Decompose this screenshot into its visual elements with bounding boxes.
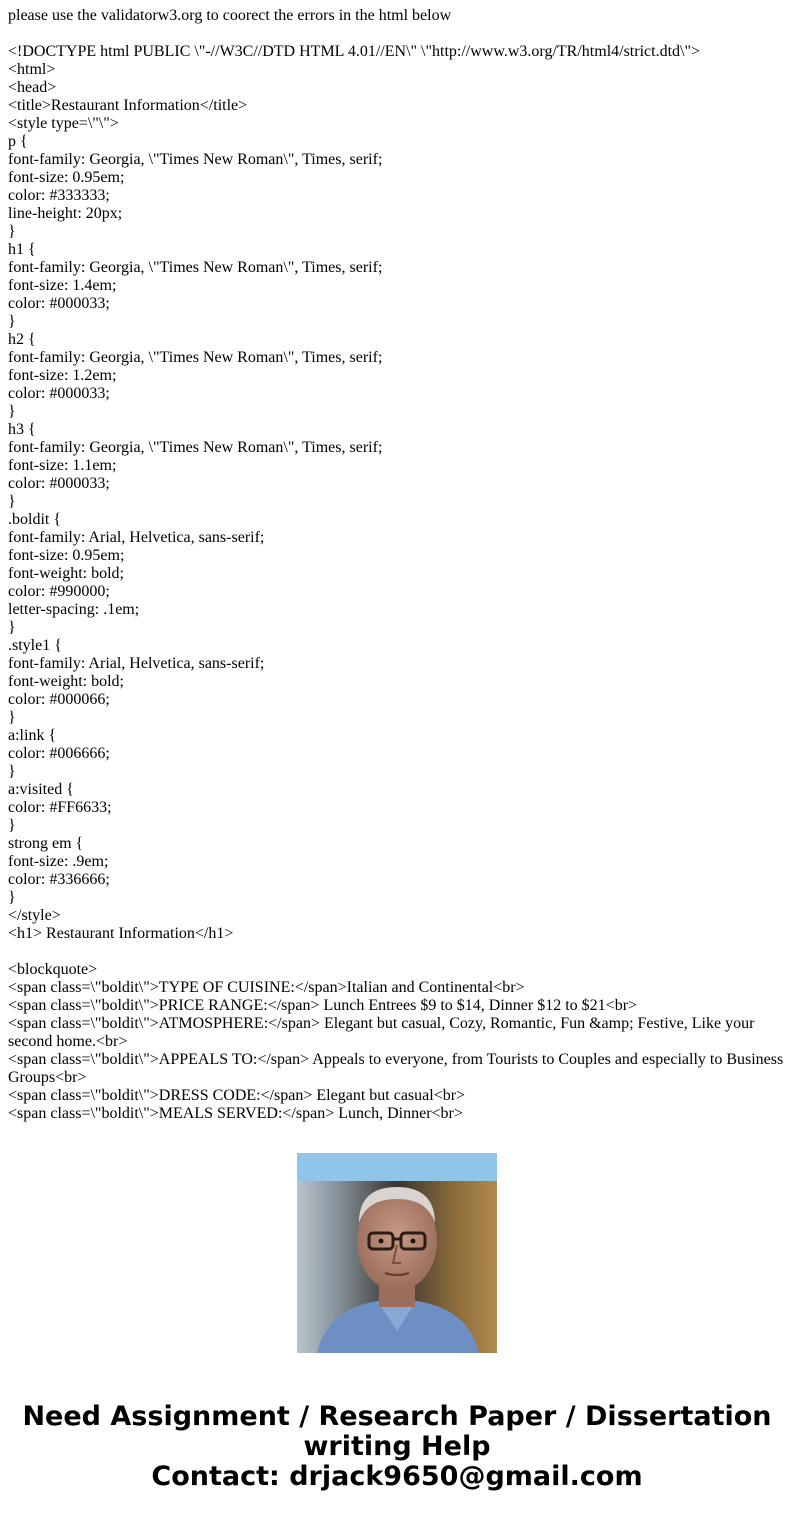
code-line: font-size: 0.95em; (8, 169, 125, 186)
code-line: font-size: .9em; (8, 853, 109, 870)
code-line: } (8, 619, 16, 636)
code-line: color: #000033; (8, 295, 110, 312)
code-line: font-family: Arial, Helvetica, sans-serif; (8, 529, 265, 546)
code-line: font-size: 1.1em; (8, 457, 117, 474)
code-line: h2 { (8, 331, 36, 348)
code-line: line-height: 20px; (8, 205, 123, 222)
code-line: h3 { (8, 421, 36, 438)
code-line: <style type=\"\"> (8, 115, 119, 132)
html-code-block-blockquote (8, 961, 786, 1123)
code-line: <span class=\"boldit\">APPEALS TO:</span> Appeals to everyone, from Tourists to Couples and especially to Business Groups<br> (8, 1051, 788, 1086)
code-line: <span class=\"boldit\">DRESS CODE:</span> Elegant but casual<br> (8, 1087, 466, 1104)
code-line: color: #006666; (8, 745, 110, 762)
code-line: <blockquote> (8, 961, 98, 978)
code-line: <title>Restaurant Information</title> (8, 97, 248, 114)
code-line: .boldit { (8, 511, 62, 528)
code-line: p { (8, 133, 28, 150)
code-line: color: #336666; (8, 871, 110, 888)
question-document (8, 7, 786, 1121)
code-line: <html> (8, 61, 56, 78)
paragraph-gap (8, 943, 786, 961)
code-line: font-family: Georgia, \"Times New Roman\", Times, serif; (8, 259, 383, 276)
code-line: font-weight: bold; (8, 565, 124, 582)
author-avatar (297, 1153, 497, 1353)
author-photo (297, 1153, 497, 1353)
code-line: <span class=\"boldit\">PRICE RANGE:</span> Lunch Entrees $9 to $14, Dinner $12 to $21<br> (8, 997, 638, 1014)
code-line: font-size: 1.2em; (8, 367, 117, 384)
code-line: font-family: Georgia, \"Times New Roman\", Times, serif; (8, 439, 383, 456)
code-line: font-size: 1.4em; (8, 277, 117, 294)
promo-line-2: writing Help (303, 1431, 491, 1462)
code-line: } (8, 763, 16, 780)
code-line: color: #333333; (8, 187, 110, 204)
code-line: <h1> Restaurant Information</h1> (8, 925, 234, 942)
code-line: } (8, 403, 16, 420)
promo-contact: Contact: drjack9650@gmail.com (151, 1461, 643, 1492)
code-line: } (8, 493, 16, 510)
code-line: font-weight: bold; (8, 673, 124, 690)
code-line: } (8, 313, 16, 330)
code-line: color: #000033; (8, 475, 110, 492)
code-line: font-family: Georgia, \"Times New Roman\", Times, serif; (8, 349, 383, 366)
code-line: } (8, 817, 16, 834)
html-code-block (8, 43, 786, 943)
code-line: strong em { (8, 835, 84, 852)
code-line: <head> (8, 79, 57, 96)
question-intro: please use the validatorw3.org to coorect the errors in the html below (8, 7, 452, 24)
code-line: <span class=\"boldit\">MEALS SERVED:</span> Lunch, Dinner<br> (8, 1105, 463, 1122)
code-line: } (8, 889, 16, 906)
code-line: color: #FF6633; (8, 799, 112, 816)
code-line: color: #990000; (8, 583, 110, 600)
code-line: <span class=\"boldit\">ATMOSPHERE:</span> Elegant but casual, Cozy, Romantic, Fun &amp; Festive, Like your second home.<br> (8, 1015, 759, 1050)
code-line: <!DOCTYPE html PUBLIC \"-//W3C//DTD HTML 4.01//EN\" \"http://www.w3.org/TR/html4/strict.dtd\"> (8, 43, 701, 60)
code-line: h1 { (8, 241, 36, 258)
code-line: a:visited { (8, 781, 74, 798)
code-line: a:link { (8, 727, 57, 744)
code-line: } (8, 709, 16, 726)
code-line: color: #000066; (8, 691, 110, 708)
code-line: font-size: 0.95em; (8, 547, 125, 564)
code-line: .style1 { (8, 637, 62, 654)
code-line: color: #000033; (8, 385, 110, 402)
code-line: letter-spacing: .1em; (8, 601, 140, 618)
promo-banner (0, 1402, 794, 1492)
code-line: } (8, 223, 16, 240)
promo-line-1: Need Assignment / Research Paper / Dissertation (22, 1401, 772, 1432)
code-line: <span class=\"boldit\">TYPE OF CUISINE:</span>Italian and Continental<br> (8, 979, 525, 996)
code-line: font-family: Arial, Helvetica, sans-serif; (8, 655, 265, 672)
code-line: font-family: Georgia, \"Times New Roman\", Times, serif; (8, 151, 383, 168)
code-line: </style> (8, 907, 61, 924)
